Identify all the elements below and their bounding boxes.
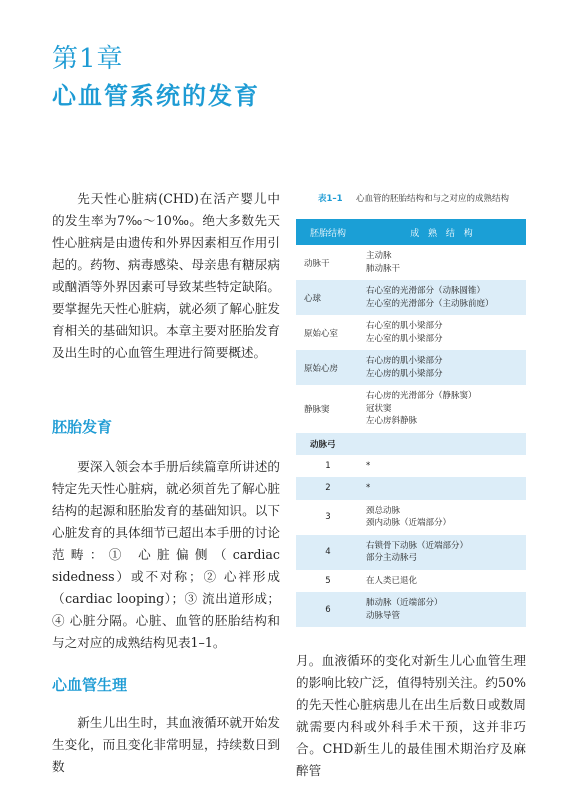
mature-cell	[360, 245, 526, 280]
table-header-row	[296, 219, 526, 245]
mature-cell	[360, 350, 526, 385]
mature-line: 右锁骨下动脉（近端部分）	[366, 540, 469, 551]
section-heading-embryo: 胚胎发育	[52, 418, 113, 436]
mature-line: 主动脉	[366, 251, 392, 261]
mature-line: 颈总动脉	[366, 505, 401, 516]
embryo-cell: 4	[296, 535, 360, 570]
mature-line: *	[366, 460, 371, 471]
mature-line: *	[366, 483, 371, 493]
chapter-number: 第1章	[52, 44, 124, 74]
mature-line: 右心房的光滑部分（静脉窦）	[366, 391, 477, 401]
mature-line: 左心室的光滑部分（主动脉前庭）	[366, 298, 494, 309]
mature-line: 动脉导管	[366, 610, 401, 621]
mature-line: 部分主动脉弓	[366, 553, 418, 563]
mature-cell	[360, 477, 526, 500]
arch-row	[296, 592, 526, 627]
mature-line: 左心房的肌小梁部分	[366, 368, 443, 379]
mature-cell	[360, 570, 526, 593]
embryo-cell: 2	[296, 477, 360, 500]
table-row	[296, 280, 526, 315]
embryo-cell: 原始心室	[296, 315, 360, 350]
mature-line: 颈内动脉（近端部分）	[366, 518, 452, 528]
header-mature: 成 熟 结 构	[360, 219, 526, 245]
physiology-block-left	[52, 712, 280, 778]
table-number: 表1–1	[318, 194, 343, 204]
mature-line: 冠状窦	[366, 403, 392, 414]
mature-cell	[360, 455, 526, 478]
arch-row	[296, 535, 526, 570]
embryo-cell: 动脉干	[296, 245, 360, 280]
table-caption	[296, 193, 526, 206]
physiology-block-right	[296, 650, 526, 782]
group-label: 动脉弓	[296, 433, 526, 455]
embryo-paragraph: 要深入领会本手册后续篇章所讲述的特定先天性心脏病，就必须首先了解心脏结构的起源和胚胎发育的基础知识。以下心脏发育的具体细节已超出本手册的讨论范畴：① 心脏偏侧（cardiac sidedness）或不对称；② 心袢形成（cardiac looping）；③ 流出道形成；④ 心脏分隔。心脏、血管的胚胎结构和与之对应的成熟结构见表1–1。	[52, 459, 280, 650]
physiology-paragraph-right: 月。血液循环的变化对新生儿心血管生理的影响比较广泛，值得特别关注。约50%的先天性心脏病患儿在出生后数日或数周就需要内科或外科手术干预，这并非巧合。CHD新生儿的最佳围术期治疗及麻醉管	[296, 653, 526, 778]
mature-cell	[360, 592, 526, 627]
mature-line: 在人类已退化	[366, 575, 418, 586]
mature-line: 肺动脉（近端部分）	[366, 598, 443, 608]
mature-cell	[360, 280, 526, 315]
mature-cell	[360, 315, 526, 350]
physiology-paragraph-left: 新生儿出生时，其血液循环就开始发生变化，而且变化非常明显，持续数日到数	[52, 715, 280, 774]
embryo-cell: 3	[296, 500, 360, 535]
section-heading-physiology: 心血管生理	[52, 676, 128, 694]
embryo-cell: 6	[296, 592, 360, 627]
chapter-title: 心血管系统的发育	[52, 82, 260, 110]
arch-row	[296, 477, 526, 500]
mature-line: 右心室的光滑部分（动脉圆锥）	[366, 286, 486, 296]
mature-line: 右心房的肌小梁部分	[366, 356, 443, 366]
table-caption-text: 心血管的胚胎结构和与之对应的成熟结构	[356, 194, 510, 204]
embryo-cell: 1	[296, 455, 360, 478]
embryo-cell: 心球	[296, 280, 360, 315]
header-embryo: 胚胎结构	[296, 219, 360, 245]
mature-line: 左心房斜静脉	[366, 416, 418, 426]
structure-table	[296, 219, 526, 627]
embryo-block	[52, 456, 280, 654]
embryo-cell: 静脉窦	[296, 385, 360, 433]
arch-row	[296, 455, 526, 478]
arch-row	[296, 570, 526, 593]
table-1-1	[296, 193, 526, 627]
mature-cell	[360, 500, 526, 535]
mature-line: 肺动脉干	[366, 263, 401, 274]
mature-cell	[360, 535, 526, 570]
mature-line: 右心室的肌小梁部分	[366, 321, 443, 331]
arch-row	[296, 500, 526, 535]
table-row	[296, 385, 526, 433]
table-row	[296, 350, 526, 385]
mature-line: 左心室的肌小梁部分	[366, 333, 443, 344]
embryo-cell: 原始心房	[296, 350, 360, 385]
intro-block	[52, 188, 280, 364]
table-row	[296, 315, 526, 350]
mature-cell	[360, 385, 526, 433]
table-row	[296, 245, 526, 280]
embryo-cell: 5	[296, 570, 360, 593]
intro-paragraph: 先天性心脏病(CHD)在活产婴儿中的发生率为7‰～10‰。绝大多数先天性心脏病是由遗传和外界因素相互作用引起的。药物、病毒感染、母亲患有糖尿病或酗酒等外界因素可导致某些特定缺陷。要掌握先天性心脏病，就必须了解心脏发育相关的基础知识。本章主要对胚胎发育及出生时的心血管生理进行简要概述。	[52, 191, 280, 360]
table-group-row	[296, 433, 526, 455]
